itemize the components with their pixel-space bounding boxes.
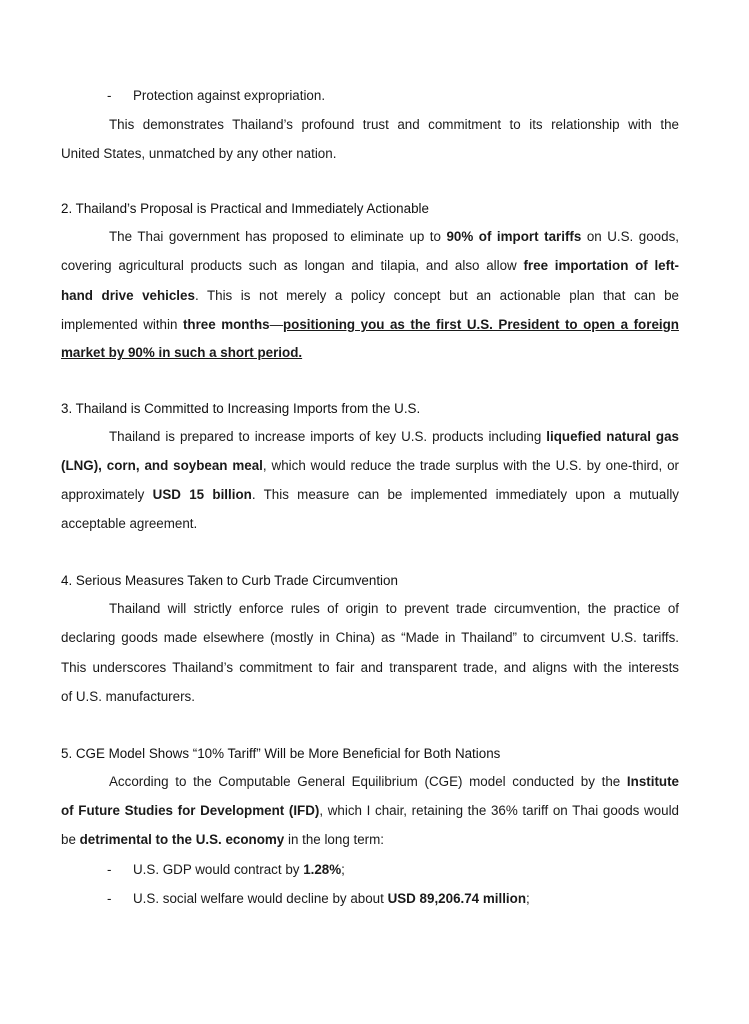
section-5-line-2: of Future Studies for Development (IFD), which I chair, retaining the 36% tariff on Thai goods would xyxy=(61,803,679,818)
bullet-gdp: U.S. GDP would contract by 1.28%; xyxy=(133,862,345,877)
section-2-line-4: implemented within three months—positioning you as the first U.S. President to open a foreign xyxy=(61,317,679,332)
bullet-protection: Protection against expropriation. xyxy=(133,88,326,103)
section-4-line-3: This underscores Thailand’s commitment to fair and transparent trade, and aligns with the interests xyxy=(61,660,679,675)
section-2-line-5: market by 90% in such a short period. xyxy=(61,345,303,360)
section-2-line-1: The Thai government has proposed to eliminate up to 90% of import tariffs on U.S. goods, xyxy=(109,229,679,244)
section-3-heading: 3. Thailand is Committed to Increasing Imports from the U.S. xyxy=(61,401,421,416)
intro-line-1: This demonstrates Thailand’s profound trust and commitment to its relationship with the xyxy=(109,117,679,132)
intro-line-2: United States, unmatched by any other nation. xyxy=(61,146,337,161)
section-2-line-3: hand drive vehicles. This is not merely a policy concept but an actionable plan that can be xyxy=(61,288,679,303)
bullet-dash: - xyxy=(107,891,112,906)
bullet-welfare: U.S. social welfare would decline by about USD 89,206.74 million; xyxy=(133,891,530,906)
section-2-heading: 2. Thailand’s Proposal is Practical and Immediately Actionable xyxy=(61,201,429,216)
bullet-dash: - xyxy=(107,862,112,877)
section-4-line-4: of U.S. manufacturers. xyxy=(61,689,195,704)
section-3-line-2: (LNG), corn, and soybean meal, which would reduce the trade surplus with the U.S. by one-third, or xyxy=(61,458,679,473)
section-4-heading: 4. Serious Measures Taken to Curb Trade Circumvention xyxy=(61,573,398,588)
section-3-line-3: approximately USD 15 billion. This measure can be implemented immediately upon a mutually xyxy=(61,487,679,502)
section-3-line-4: acceptable agreement. xyxy=(61,516,198,531)
bullet-dash: - xyxy=(107,88,112,103)
section-4-line-2: declaring goods made elsewhere (mostly in China) as “Made in Thailand” to circumvent U.S. tariffs. xyxy=(61,630,679,645)
section-2-line-2: covering agricultural products such as longan and tilapia, and also allow free importation of left- xyxy=(61,258,679,273)
section-5-line-3: be detrimental to the U.S. economy in the long term: xyxy=(61,832,384,847)
section-4-line-1: Thailand will strictly enforce rules of origin to prevent trade circumvention, the practice of xyxy=(109,601,679,616)
section-3-line-1: Thailand is prepared to increase imports of key U.S. products including liquefied natural gas xyxy=(109,429,679,444)
section-5-line-1: According to the Computable General Equilibrium (CGE) model conducted by the Institute xyxy=(109,774,679,789)
section-5-heading: 5. CGE Model Shows “10% Tariff” Will be More Beneficial for Both Nations xyxy=(61,746,501,761)
